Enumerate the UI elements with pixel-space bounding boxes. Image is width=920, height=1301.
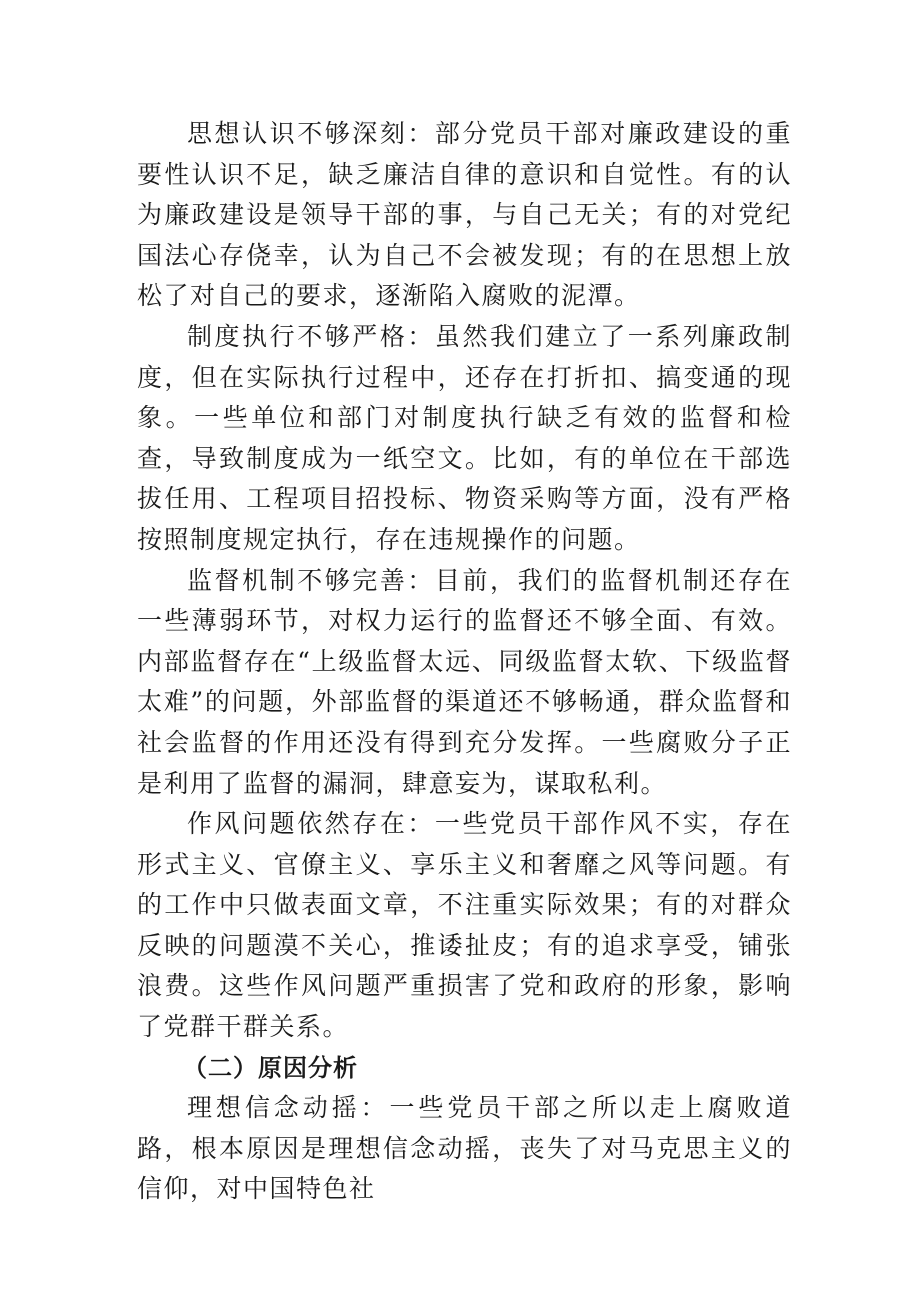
paragraph-ideals-beliefs: 理想信念动摇：一些党员干部之所以走上腐败道路，根本原因是理想信念动摇，丧失了对马克思主义的信仰，对中国特色社: [137, 1093, 792, 1204]
paragraph-system-enforcement: 制度执行不够严格：虽然我们建立了一系列廉政制度，但在实际执行过程中，还存在打折扣、搞变通的现象。一些单位和部门对制度执行缺乏有效的监督和检查，导致制度成为一纸空文。比如，有的单位在干部选拔任用、工程项目招投标、物资采购等方面，没有严格按照制度规定执行，存在违规操作的问题。: [137, 321, 792, 554]
section-heading: （二）原因分析: [183, 1053, 358, 1082]
paragraph-ideological-awareness: 思想认识不够深刻：部分党员干部对廉政建设的重要性认识不足，缺乏廉洁自律的意识和自觉性。有的认为廉政建设是领导干部的事，与自己无关；有的对党纪国法心存侥幸，认为自己不会被发现；有的在思想上放松了对自己的要求，逐渐陷入腐败的泥潭。: [137, 119, 792, 311]
paragraph-supervision-mechanism: 监督机制不够完善：目前，我们的监督机制还存在一些薄弱环节，对权力运行的监督还不够全面、有效。内部监督存在“上级监督太远、同级监督太软、下级监督太难”的问题，外部监督的渠道还不够畅通，群众监督和社会监督的作用还没有得到充分发挥。一些腐败分子正是利用了监督的漏洞，肆意妄为，谋取私利。: [137, 565, 792, 798]
paragraph-work-style: 作风问题依然存在：一些党员干部作风不实，存在形式主义、官僚主义、享乐主义和奢靡之风等问题。有的工作中只做表面文章，不注重实际效果；有的对群众反映的问题漠不关心，推诿扯皮；有的追求享受，铺张浪费。这些作风问题严重损害了党和政府的形象，影响了党群干群关系。: [137, 809, 792, 1042]
document-body: [137, 114, 792, 1210]
